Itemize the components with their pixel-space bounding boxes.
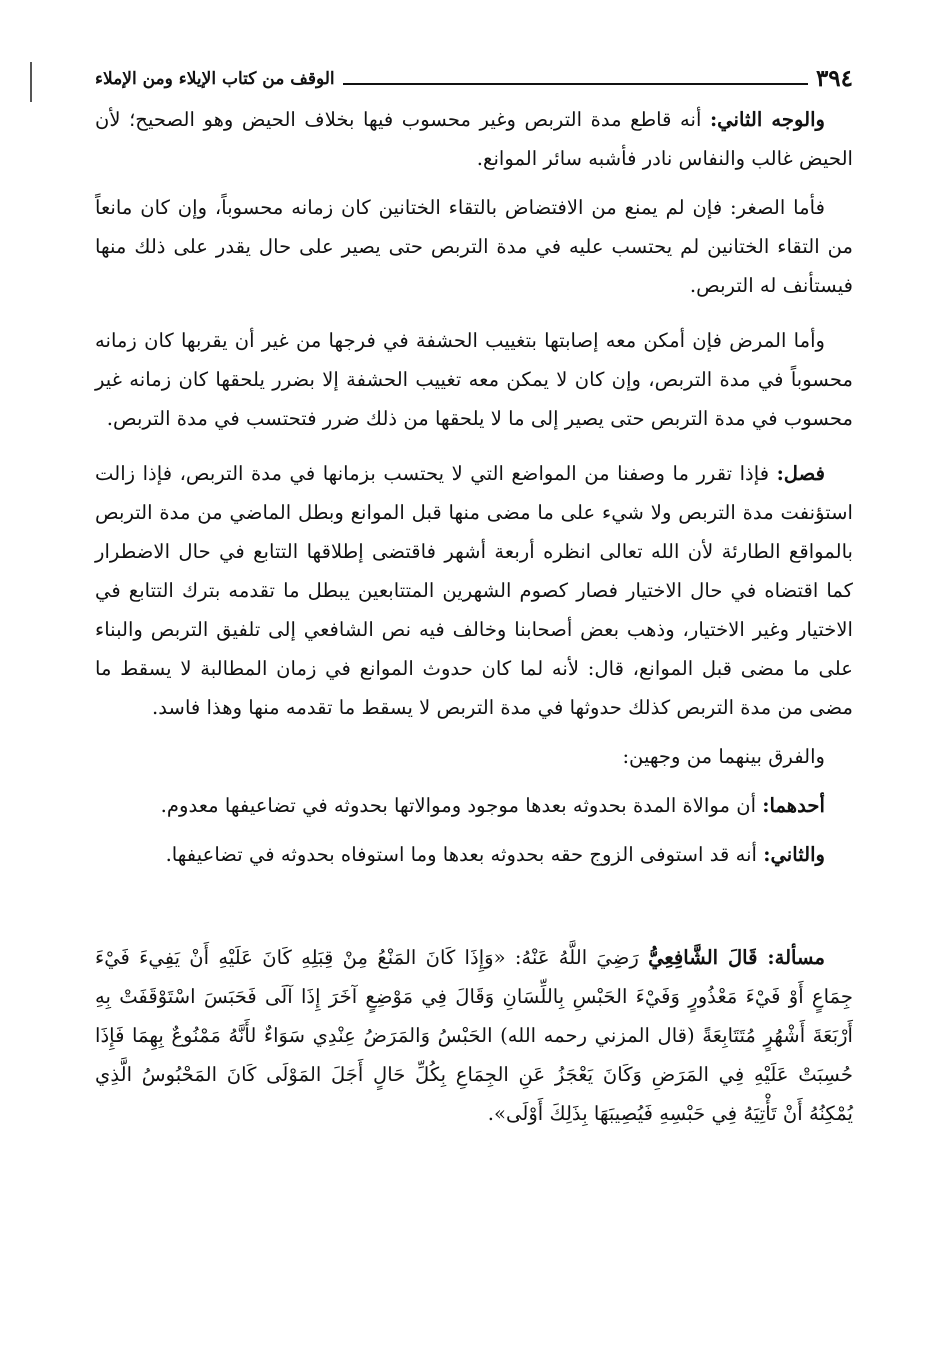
running-title: الوقف من كتاب الإيلاء ومن الإملاء — [95, 69, 335, 89]
paragraph-illness — [95, 321, 853, 438]
paragraph-second-aspect — [95, 100, 853, 178]
paragraph-text: رَضِيَ اللَّهُ عَنْهُ: «وَإِذَا كَانَ المَنْعُ مِنْ قِبَلِهِ كَانَ عَلَيْهِ أَنْ يَفِيءَ فَيْءَ جِمَاعٍ أَوْ فَيْءَ مَعْذُورٍ وَفَيْءَ الحَبْسِ بِاللِّسَانِ وَقَالَ فِي مَوْضِعٍ آخَرَ إِذَا آلَى فَحَبَسَ اسْتَوْقَفَتْ بِهِ أَرْبَعَةَ أَشْهُرٍ مُتَتَابِعَةً (قال المزني رحمه الله) الحَبْسُ وَالمَرَضُ عِنْدِي سَوَاءٌ لأَنَّهُ مَمْنُوعٌ بِهِمَا فَإِذَا حُسِبَتْ عَلَيْهِ فِي المَرَضِ وَكَانَ يَعْجَزُ عَنِ الجِمَاعِ بِكُلِّ حَالٍ أَجَلَ المَوْلَى كَانَ المَحْبُوسُ الَّذِي يُمْكِنُهُ أَنْ تَأْتِيَهُ فِي حَبْسِهِ فَيُصِيبَهَا بِذَلِكَ أَوْلَى». — [95, 946, 853, 1125]
paragraph-minority — [95, 188, 853, 305]
paragraph-text: فإذا تقرر ما وصفنا من المواضع التي لا يحتسب بزمانها في مدة التربص، فإذا زالت استؤنفت مدة التربص ولا شيء على ما مضى منها قبل الموانع وبطل الماضي من مدة التربص بالمواقع الطارئة لأن الله تعالى انظره أربعة أشهر فاقتضى إطلاقها التتابع في حال الاضطرار كما اقتضاه في حال الاختيار فصار كصوم الشهرين المتتابعين يبطل ما تقدمه بترك التتابع في الاختيار وغير الاختيار، وذهب بعض أصحابنا وخالف فيه نص الشافعي إلى تلفيق التربص والبناء على ما مضى قبل الموانع، قال: لأنه لما كان حدوث الموانع في زمان المطالبة لا يسقط ما مضى من مدة التربص كذلك حدوثها في مدة التربص لا يسقط ما تقدمه منها وهذا فاسد. — [95, 462, 853, 719]
paragraph-lead: فصل: — [776, 462, 825, 485]
page-body — [95, 100, 853, 1133]
page-header — [95, 60, 853, 94]
paragraph-section — [95, 454, 853, 727]
paragraph-lead: والثاني: — [763, 843, 825, 866]
paragraph-text: وأما المرض فإن أمكن معه إصابتها بتغييب الحشفة في فرجها من غير أن يقربها كان زمانه محسوباً في مدة التربص، وإن كان لا يمكن معه تغييب الحشفة إلا بضرر يلحقها كان زمانه غير محسوب في مدة التربص حتى يصير إلى ما لا يلحقها من ذلك ضرر فتحتسب في مدة التربص. — [95, 329, 853, 430]
paragraph-difference — [95, 737, 853, 776]
paragraph-text: أنه قاطع مدة التربص وغير محسوب فيها بخلاف الحيض وهو الصحيح؛ لأن الحيض غالب والنفاس نادر فأشبه سائر الموانع. — [95, 108, 853, 170]
paragraph-text: والفرق بينهما من وجهين: — [622, 745, 825, 768]
paragraph-masala — [95, 938, 853, 1133]
header-rule — [343, 83, 808, 85]
paragraph-lead: والوجه الثاني: — [709, 108, 825, 131]
paragraph-lead: مسألة: قَالَ الشَّافِعِيُّ — [648, 946, 825, 969]
page-number: ٣٩٤ — [815, 65, 853, 92]
paragraph-first-reason — [95, 786, 853, 825]
paragraph-text: فأما الصغر: فإن لم يمنع من الافتضاض بالتقاء الختانين كان زمانه محسوباً، وإن كان مانعاً من التقاء الختانين لم يحتسب عليه في مدة التربص حتى يصير على حال يقدر على ذلك منها فيستأنف له التربص. — [95, 196, 853, 297]
paragraph-second-reason — [95, 835, 853, 874]
page-edge-line — [30, 62, 32, 102]
paragraph-lead: أحدهما: — [762, 794, 825, 817]
paragraph-text: أنه قد استوفى الزوج حقه بحدوثه بعدها وما استوفاه بحدوثه في تضاعيفها. — [165, 843, 764, 866]
paragraph-text: أن موالاة المدة بحدوثه بعدها موجود وموالاتها بحدوثه في تضاعيفها معدوم. — [160, 794, 763, 817]
